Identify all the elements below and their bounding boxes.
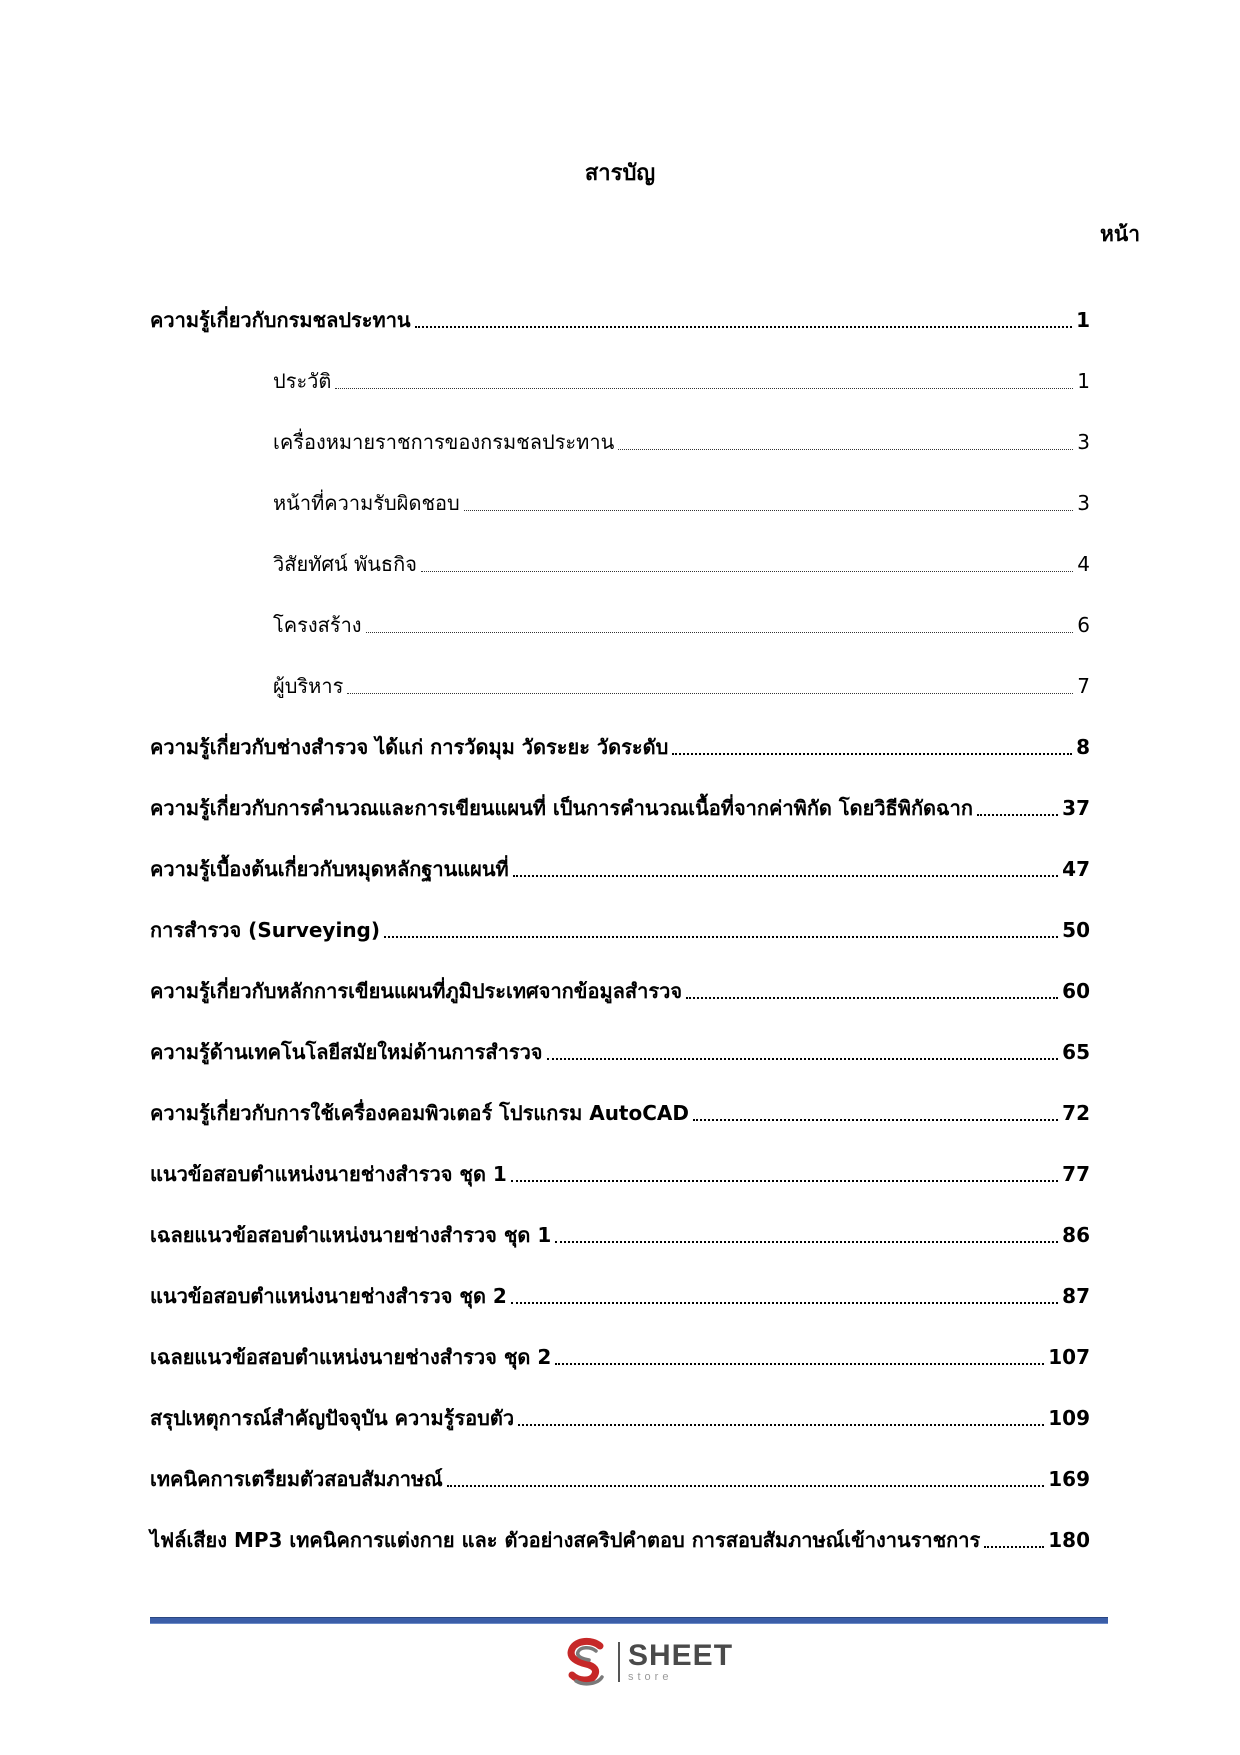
toc-dot-leader <box>464 510 1074 511</box>
toc-dot-leader <box>511 1180 1058 1182</box>
toc-entry-page-number: 169 <box>1048 1467 1090 1491</box>
toc-dot-leader <box>447 1485 1045 1487</box>
toc-entry-page-number: 37 <box>1062 796 1090 820</box>
sheet-store-logo-icon <box>562 1637 612 1687</box>
toc-entry-page-number: 180 <box>1048 1528 1090 1552</box>
toc-dot-leader <box>513 875 1058 877</box>
toc-entry-label: สรุปเหตุการณ์สำคัญปัจจุบัน ความรู้รอบตัว <box>150 1406 515 1430</box>
toc-entry-label: ความรู้ด้านเทคโนโลยีสมัยใหม่ด้านการสำรวจ <box>150 1040 543 1064</box>
toc-entry-label: ไฟล์เสียง MP3 เทคนิคการแต่งกาย และ ตัวอย่างสคริปคำตอบ การสอบสัมภาษณ์เข้างานราชการ <box>150 1528 981 1552</box>
toc-entry-label: วิสัยทัศน์ พันธกิจ <box>273 552 417 576</box>
footer-rule <box>150 1617 1108 1624</box>
toc-entry-major <box>150 1432 1090 1493</box>
toc-entry-label: ประวัติ <box>273 369 332 393</box>
toc-entry-major <box>150 1005 1090 1066</box>
toc-dot-leader <box>977 814 1058 816</box>
toc-dot-leader <box>547 1058 1059 1060</box>
toc-entry-label: ความรู้เกี่ยวกับการคำนวณและการเขียนแผนที่ เป็นการคำนวณเนื้อที่จากค่าพิกัด โดยวิธีพิกัดฉาก <box>150 796 974 820</box>
toc-entry-page-number: 65 <box>1062 1040 1090 1064</box>
toc-entry-label: ความรู้เบื้องต้นเกี่ยวกับหมุดหลักฐานแผนที่ <box>150 857 509 881</box>
toc-entry-minor <box>150 334 1090 395</box>
toc-entry-page-number: 3 <box>1077 491 1090 515</box>
toc-entry-page-number: 109 <box>1048 1406 1090 1430</box>
toc-dot-leader <box>366 632 1074 633</box>
toc-entry-page-number: 6 <box>1077 613 1090 637</box>
toc-entry-page-number: 107 <box>1048 1345 1090 1369</box>
logo-sub-text: store <box>628 1671 673 1683</box>
toc-entry-label: ความรู้เกี่ยวกับช่างสำรวจ ได้แก่ การวัดมุม วัดระยะ วัดระดับ <box>150 735 669 759</box>
toc-entry-minor <box>150 395 1090 456</box>
toc-entry-label: แนวข้อสอบตำแหน่งนายช่างสำรวจ ชุด 2 <box>150 1284 507 1308</box>
logo-divider <box>618 1642 620 1682</box>
toc-entry-label: ความรู้เกี่ยวกับการใช้เครื่องคอมพิวเตอร์ โปรแกรม AutoCAD <box>150 1101 689 1125</box>
toc-entry-major <box>150 1493 1090 1554</box>
toc-entry-major <box>150 700 1090 761</box>
toc-entry-page-number: 8 <box>1076 735 1090 759</box>
toc-entry-page-number: 60 <box>1062 979 1090 1003</box>
toc-entry-label: เฉลยแนวข้อสอบตำแหน่งนายช่างสำรวจ ชุด 2 <box>150 1345 552 1369</box>
toc-dot-leader <box>335 388 1073 389</box>
page-column-header: หน้า <box>1100 222 1140 246</box>
toc-dot-leader <box>518 1424 1044 1426</box>
toc-entry-page-number: 3 <box>1077 430 1090 454</box>
toc-entry-page-number: 1 <box>1076 308 1090 332</box>
toc-entry-label: ความรู้เกี่ยวกับหลักการเขียนแผนที่ภูมิประเทศจากข้อมูลสำรวจ <box>150 979 683 1003</box>
toc-dot-leader <box>693 1119 1058 1121</box>
toc-entry-label: เครื่องหมายราชการของกรมชลประทาน <box>273 430 615 454</box>
table-of-contents <box>150 273 1090 1554</box>
toc-entry-page-number: 86 <box>1062 1223 1090 1247</box>
toc-entry-page-number: 50 <box>1062 918 1090 942</box>
toc-dot-leader <box>984 1546 1044 1548</box>
toc-entry-major <box>150 1249 1090 1310</box>
toc-entry-major <box>150 944 1090 1005</box>
toc-entry-label: การสำรวจ (Surveying) <box>150 918 381 942</box>
toc-entry-label: หน้าที่ความรับผิดชอบ <box>273 491 460 515</box>
toc-entry-page-number: 4 <box>1077 552 1090 576</box>
footer-logo <box>562 1636 733 1688</box>
toc-entry-page-number: 72 <box>1062 1101 1090 1125</box>
toc-entry-minor <box>150 517 1090 578</box>
toc-entry-major <box>150 273 1090 334</box>
toc-entry-major <box>150 1127 1090 1188</box>
logo-wordmark <box>628 1641 733 1683</box>
toc-entry-label: โครงสร้าง <box>273 613 362 637</box>
toc-entry-label: แนวข้อสอบตำแหน่งนายช่างสำรวจ ชุด 1 <box>150 1162 507 1186</box>
toc-entry-major <box>150 1310 1090 1371</box>
toc-entry-label: เฉลยแนวข้อสอบตำแหน่งนายช่างสำรวจ ชุด 1 <box>150 1223 552 1247</box>
toc-entry-major <box>150 761 1090 822</box>
toc-entry-page-number: 87 <box>1062 1284 1090 1308</box>
toc-dot-leader <box>618 449 1073 450</box>
toc-entry-label: ความรู้เกี่ยวกับกรมชลประทาน <box>150 308 411 332</box>
toc-dot-leader <box>415 326 1072 328</box>
toc-entry-major <box>150 883 1090 944</box>
toc-entry-label: ผู้บริหาร <box>273 674 344 698</box>
toc-entry-page-number: 77 <box>1062 1162 1090 1186</box>
toc-dot-leader <box>555 1363 1044 1365</box>
toc-entry-major <box>150 1371 1090 1432</box>
toc-entry-major <box>150 1188 1090 1249</box>
toc-entry-page-number: 47 <box>1062 857 1090 881</box>
toc-entry-page-number: 7 <box>1077 674 1090 698</box>
toc-title: สารบัญ <box>584 161 656 186</box>
toc-entry-minor <box>150 639 1090 700</box>
toc-dot-leader <box>511 1302 1058 1304</box>
toc-dot-leader <box>672 753 1072 755</box>
toc-entry-minor <box>150 578 1090 639</box>
toc-dot-leader <box>686 997 1058 999</box>
toc-entry-minor <box>150 456 1090 517</box>
toc-entry-major <box>150 822 1090 883</box>
toc-dot-leader <box>555 1241 1058 1243</box>
toc-dot-leader <box>421 571 1073 572</box>
toc-entry-major <box>150 1066 1090 1127</box>
toc-dot-leader <box>347 693 1073 694</box>
toc-entry-label: เทคนิคการเตรียมตัวสอบสัมภาษณ์ <box>150 1467 443 1491</box>
toc-dot-leader <box>384 936 1058 938</box>
toc-entry-page-number: 1 <box>1077 369 1090 393</box>
logo-main-text: SHEET <box>628 1639 734 1672</box>
